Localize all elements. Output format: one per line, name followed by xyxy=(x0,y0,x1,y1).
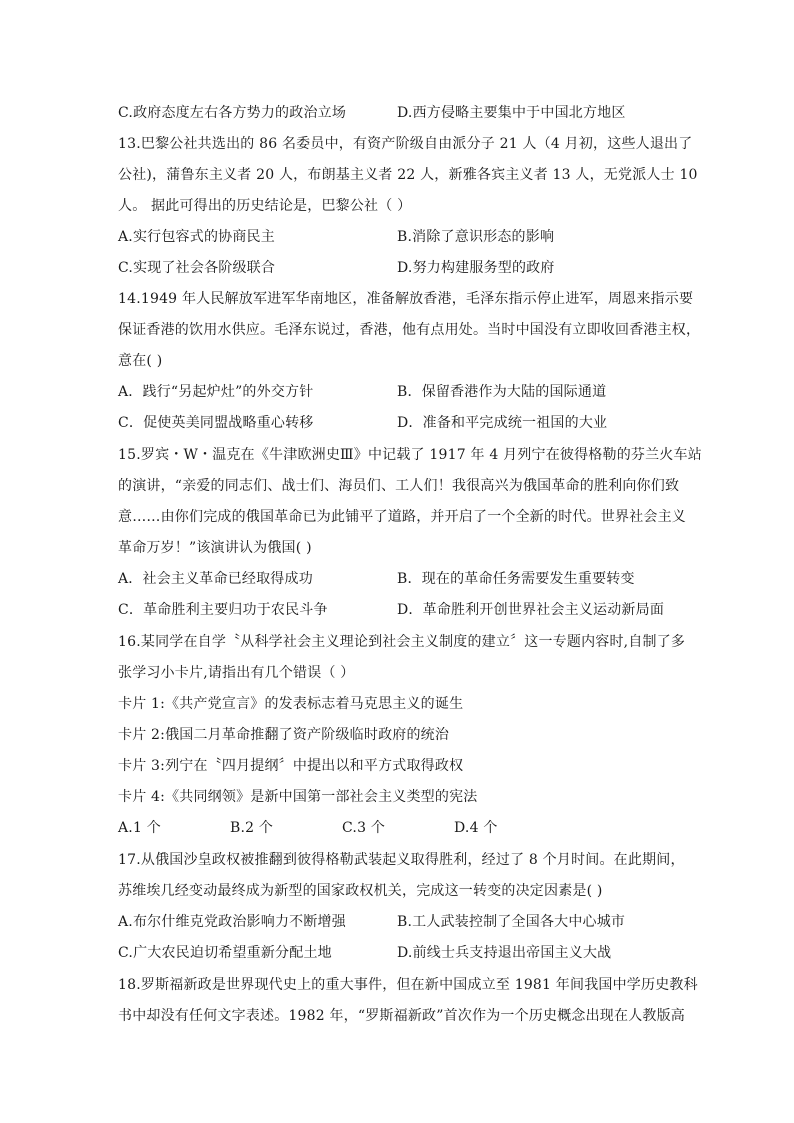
q15-option-d: D．革命胜利开创世界社会主义运动新局面 xyxy=(397,602,665,618)
q13-stem-line-1: 13.巴黎公社共选出的 86 名委员中，有资产阶级自由派分子 21 人（4 月初，这些人退出了 xyxy=(118,136,693,152)
q14-option-c: C．促使英美同盟战略重心转移 xyxy=(118,415,314,431)
q14-option-d: D．准备和平完成统一祖国的大业 xyxy=(397,415,608,431)
q13-option-a: A.实行包容式的协商民主 xyxy=(118,229,275,245)
q13-stem-line-2: 公社)，蒲鲁东主义者 20 人，布朗基主义者 22 人，新雅各宾主义者 13 人，无党派人士 10 xyxy=(118,167,698,183)
q18-stem-line-2: 书中却没有任何文字表述。1982 年，“罗斯福新政”首次作为一个历史概念出现在人教版高 xyxy=(118,1008,685,1024)
q14-option-a: A．践行“另起炉灶”的外交方针 xyxy=(118,384,314,400)
q15-stem-line-2: 的演讲，“亲爱的同志们、战士们、海员们、工人们！我很高兴为俄国革命的胜利向你们致 xyxy=(118,478,680,494)
q16-card-3: 卡片 3:列宁在〝四月提纲〞中提出以和平方式取得政权 xyxy=(118,758,464,774)
q16-option-c: C.3 个 xyxy=(342,820,386,836)
q16-stem-line-1: 16.某同学在自学〝从科学社会主义理论到社会主义制度的建立〞这一专题内容时,自制了多 xyxy=(118,634,686,650)
q18-stem-line-1: 18.罗斯福新政是世界现代史上的重大事件，但在新中国成立至 1981 年间我国中学历史教科 xyxy=(118,977,698,993)
q16-card-1: 卡片 1:《共产党宣言》的发表标志着马克思主义的诞生 xyxy=(118,696,464,712)
q13-option-d: D.努力构建服务型的政府 xyxy=(397,260,555,276)
q16-option-a: A.1 个 xyxy=(118,820,161,836)
q13-option-b: B.消除了意识形态的影响 xyxy=(397,229,555,245)
q14-stem-line-2: 保证香港的饮用水供应。毛泽东说过，香港，他有点用处。当时中国没有立即收回香港主权， xyxy=(118,322,701,338)
q16-card-2: 卡片 2:俄国二月革命推翻了资产阶级临时政府的统治 xyxy=(118,727,450,743)
q16-option-b: B.2 个 xyxy=(230,820,274,836)
q15-option-b: B．现在的革命任务需要发生重要转变 xyxy=(397,571,635,587)
q17-option-b: B.工人武装控制了全国各大中心城市 xyxy=(397,914,626,930)
q17-stem-line-2: 苏维埃几经变动最终成为新型的国家政权机关，完成这一转变的决定因素是( ) xyxy=(118,883,603,899)
q14-option-b: B．保留香港作为大陆的国际通道 xyxy=(397,384,607,400)
q15-option-c: C．革命胜利主要归功于农民斗争 xyxy=(118,602,328,618)
q13-stem-line-3: 人。 据此可得出的历史结论是，巴黎公社（ ） xyxy=(118,198,412,214)
q17-option-a: A.布尔什维克党政治影响力不断增强 xyxy=(118,914,346,930)
q17-option-d: D.前线士兵支持退出帝国主义大战 xyxy=(397,945,612,961)
q16-stem-line-2: 张学习小卡片,请指出有几个错误（ ） xyxy=(118,665,355,681)
q12-option-d: D.西方侵略主要集中于中国北方地区 xyxy=(397,105,626,121)
q14-stem-line-1: 14.1949 年人民解放军进军华南地区，准备解放香港，毛泽东指示停止进军，周恩来指示要 xyxy=(118,291,694,307)
q16-card-4: 卡片 4:《共同纲领》是新中国第一部社会主义类型的宪法 xyxy=(118,789,478,805)
q15-option-a: A．社会主义革命已经取得成功 xyxy=(118,571,313,587)
q15-stem-line-4: 革命万岁！”该演讲认为俄国( ) xyxy=(118,540,312,556)
q16-option-d: D.4 个 xyxy=(454,820,498,836)
q14-stem-line-3: 意在( ) xyxy=(118,353,163,369)
q15-stem-line-3: 意……由你们完成的俄国革命已为此铺平了道路，并开启了一个全新的时代。世界社会主义 xyxy=(118,509,686,525)
q13-option-c: C.实现了社会各阶级联合 xyxy=(118,260,276,276)
q15-stem-line-1: 15.罗宾・W・温克在《牛津欧洲史Ⅲ》中记载了 1917 年 4 月列宁在彼得格勒的芬兰火车站 xyxy=(118,447,702,463)
q17-stem-line-1: 17.从俄国沙皇政权被推翻到彼得格勒武装起义取得胜利，经过了 8 个月时间。在此期间， xyxy=(118,852,685,868)
q17-option-c: C.广大农民迫切希望重新分配土地 xyxy=(118,945,332,961)
q12-option-c: C.政府态度左右各方势力的政治立场 xyxy=(118,105,347,121)
